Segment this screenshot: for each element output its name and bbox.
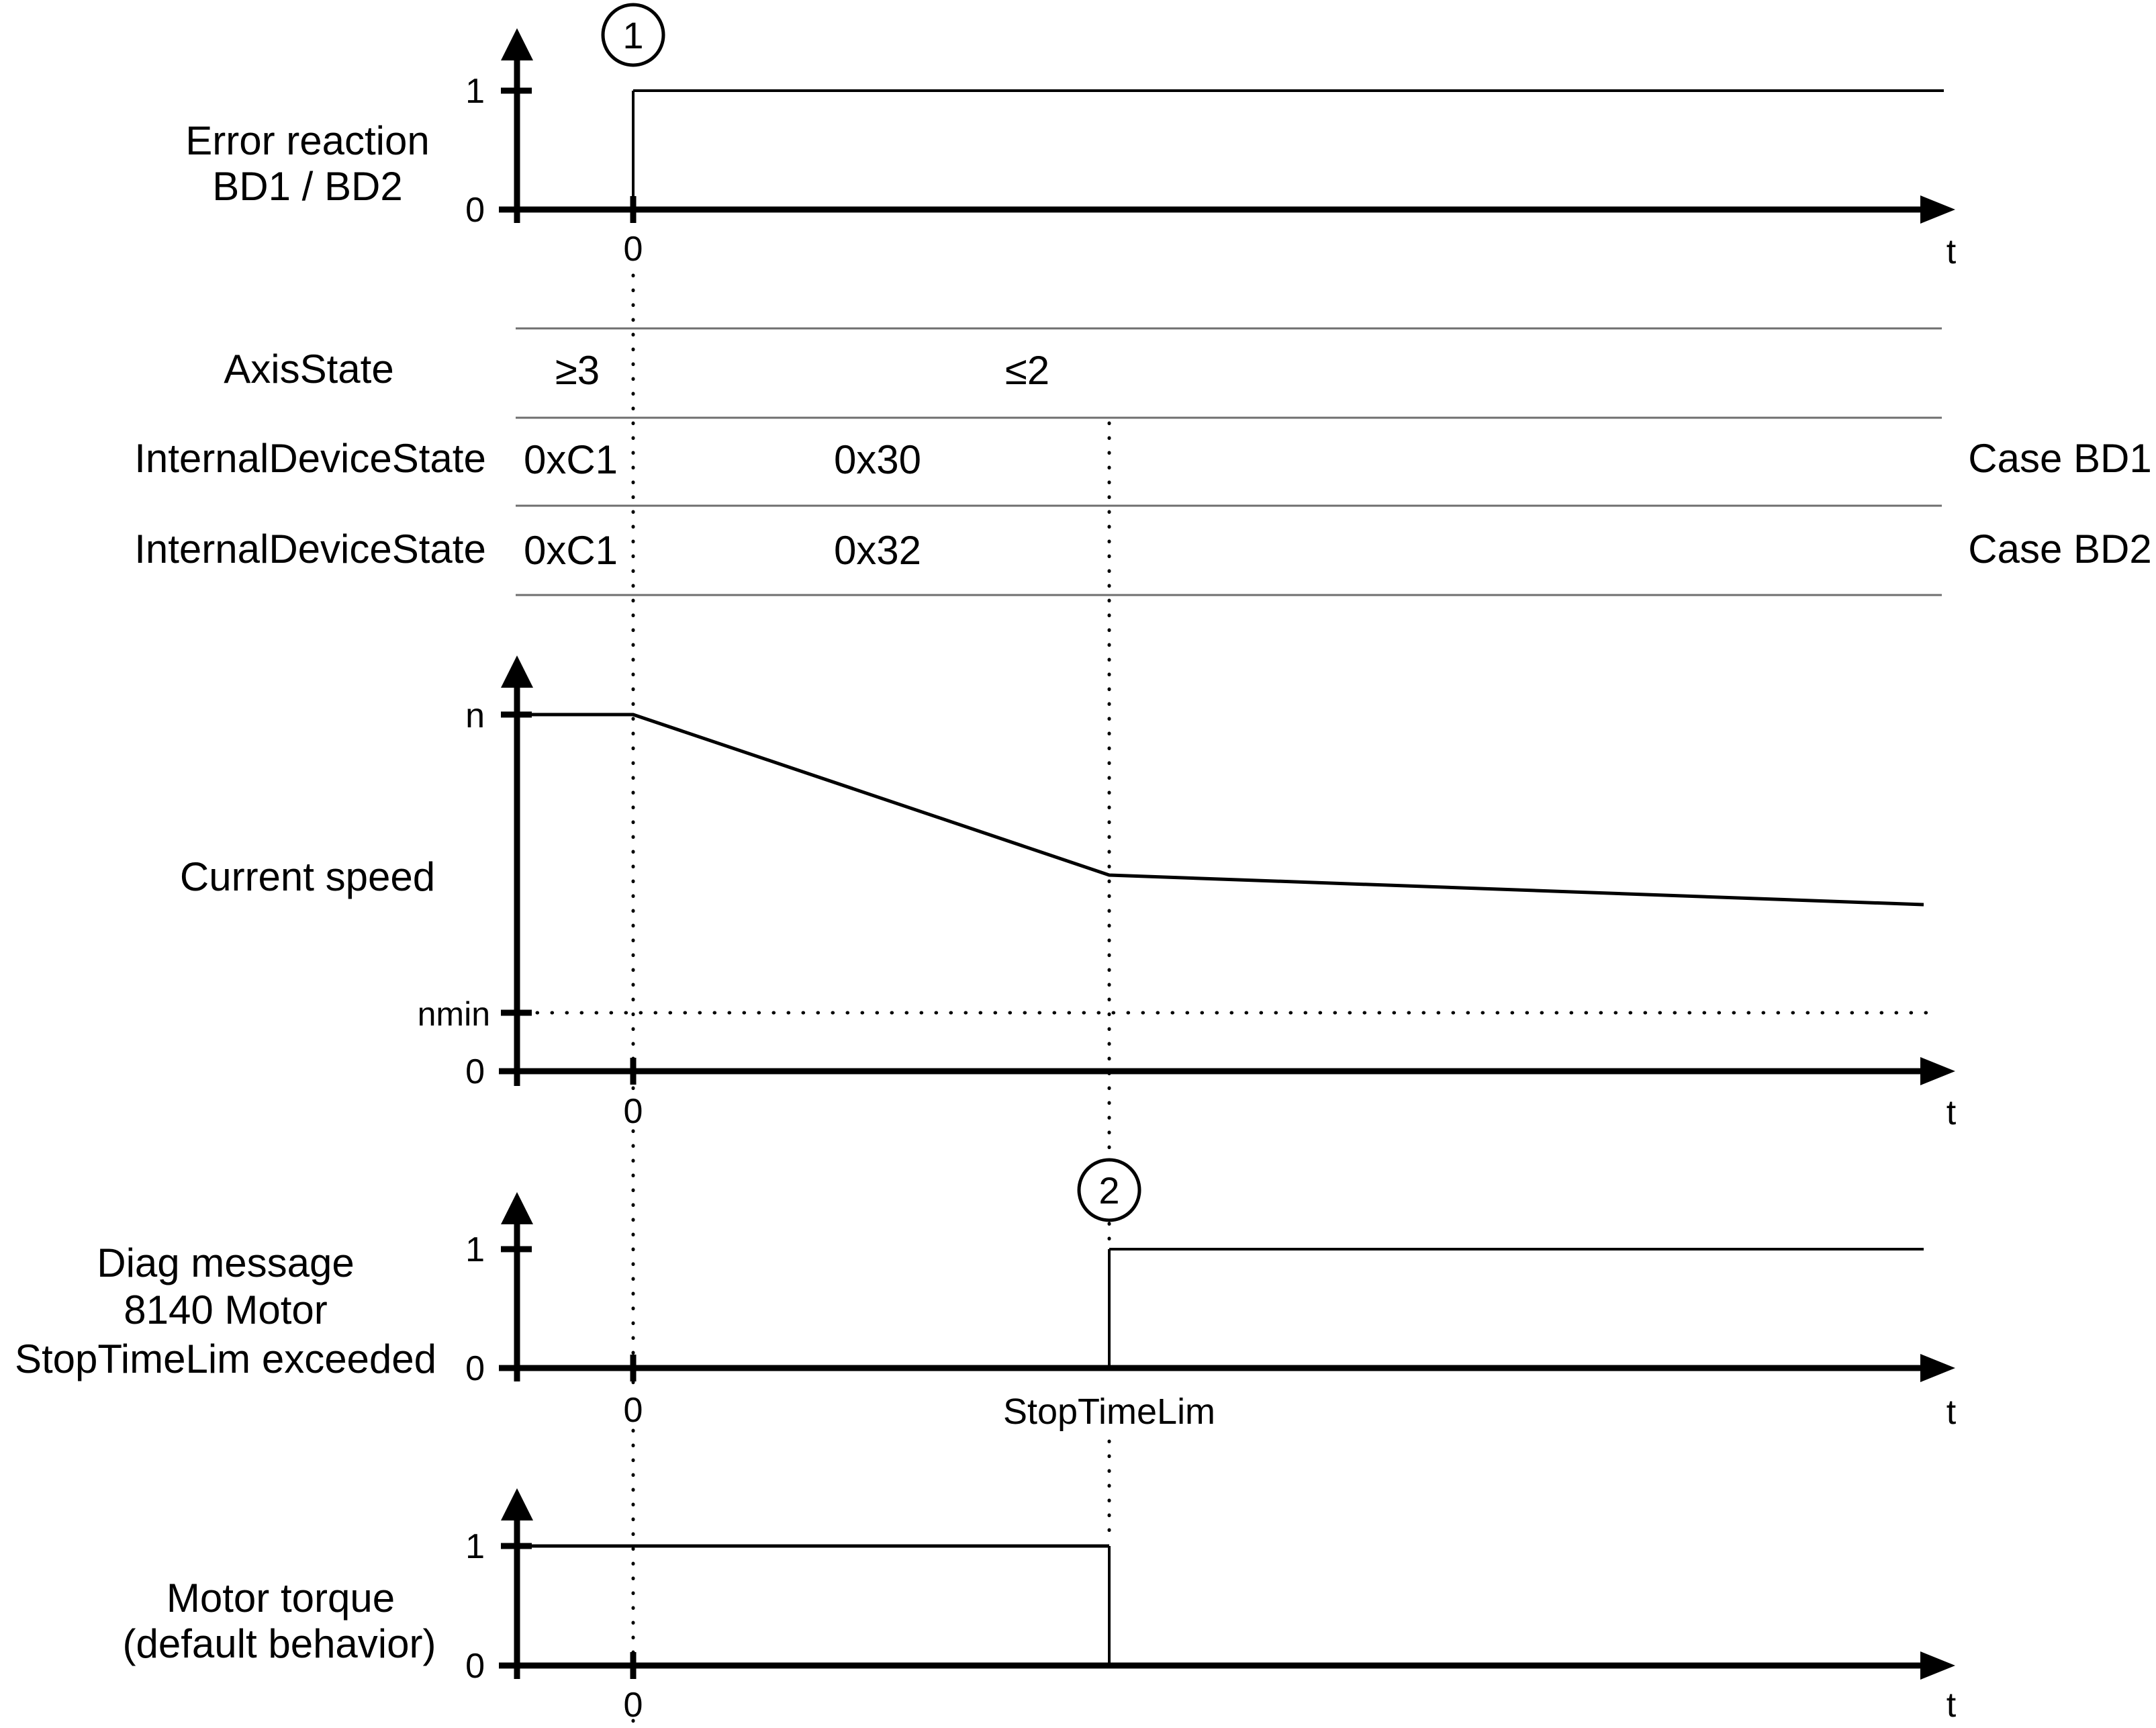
- x-label-t: t: [1946, 1393, 1957, 1432]
- x-label-0: 0: [623, 1391, 643, 1430]
- panel-label-line: Motor torque: [166, 1576, 395, 1621]
- y-label-nmin: nmin: [417, 995, 490, 1033]
- y-label-0: 0: [465, 1647, 485, 1686]
- row-value-0xC1: 0xC1: [523, 437, 618, 482]
- panel-label-line: StopTimeLim exceeded: [14, 1336, 437, 1381]
- t-axis-arrowhead: [1920, 1354, 1955, 1382]
- y-label-1: 1: [465, 72, 485, 111]
- marker-1-number: 1: [622, 14, 644, 56]
- panel-label-line: Error reaction: [185, 118, 430, 163]
- x-label-t: t: [1946, 1093, 1957, 1132]
- x-label-0: 0: [623, 230, 643, 269]
- x-label-0: 0: [623, 1686, 643, 1725]
- x-label-stoptimelim: StopTimeLim: [1002, 1392, 1216, 1432]
- y-label-n: n: [465, 696, 485, 735]
- panel-current-speed: [180, 655, 1957, 1132]
- t-axis-arrowhead: [1920, 195, 1955, 224]
- y-axis-arrowhead: [501, 1192, 533, 1224]
- marker-2-number: 2: [1098, 1169, 1120, 1212]
- row-axisstate: [224, 347, 1049, 393]
- x-label-t: t: [1946, 1686, 1957, 1725]
- row-label: AxisState: [224, 347, 394, 392]
- x-label-t: t: [1946, 232, 1957, 271]
- y-axis-arrowhead: [501, 655, 533, 688]
- row-value-0x32: 0x32: [833, 528, 922, 573]
- row-value-0xC1: 0xC1: [523, 528, 618, 573]
- row-internaldevicestate-bd2: [134, 527, 2152, 573]
- case-label-bd1: Case BD1: [1968, 436, 2152, 481]
- y-label-1: 1: [465, 1527, 485, 1566]
- y-label-0: 0: [465, 191, 485, 230]
- panel-motor-torque: [123, 1488, 1957, 1725]
- row-value-before: ≥3: [555, 348, 600, 393]
- panel-label-line: (default behavior): [122, 1621, 436, 1666]
- row-label: InternalDeviceState: [134, 527, 486, 572]
- row-value-after: ≤2: [1004, 348, 1050, 393]
- y-axis-arrowhead: [501, 28, 533, 60]
- y-label-0: 0: [465, 1052, 485, 1091]
- x-label-0: 0: [623, 1092, 643, 1131]
- row-label: InternalDeviceState: [134, 436, 486, 481]
- panel-label-line: Diag message: [97, 1240, 355, 1285]
- panel-diag-message: [15, 1160, 1957, 1432]
- t-axis-arrowhead: [1920, 1651, 1955, 1680]
- state-rows: [134, 328, 2152, 595]
- y-label-0: 0: [465, 1349, 485, 1388]
- panel-error-reaction: [185, 5, 1957, 271]
- y-axis-arrowhead: [501, 1488, 533, 1520]
- row-value-0x30: 0x30: [833, 437, 922, 482]
- panel-label: Current speed: [179, 854, 436, 899]
- case-label-bd2: Case BD2: [1968, 527, 2152, 572]
- row-internaldevicestate-bd1: [134, 436, 2152, 482]
- panel-label-line: 8140 Motor: [124, 1287, 328, 1332]
- y-label-1: 1: [465, 1230, 485, 1269]
- t-axis-arrowhead: [1920, 1057, 1955, 1085]
- speed-curve: [517, 715, 1924, 905]
- panel-label-line: BD1 / BD2: [212, 164, 403, 209]
